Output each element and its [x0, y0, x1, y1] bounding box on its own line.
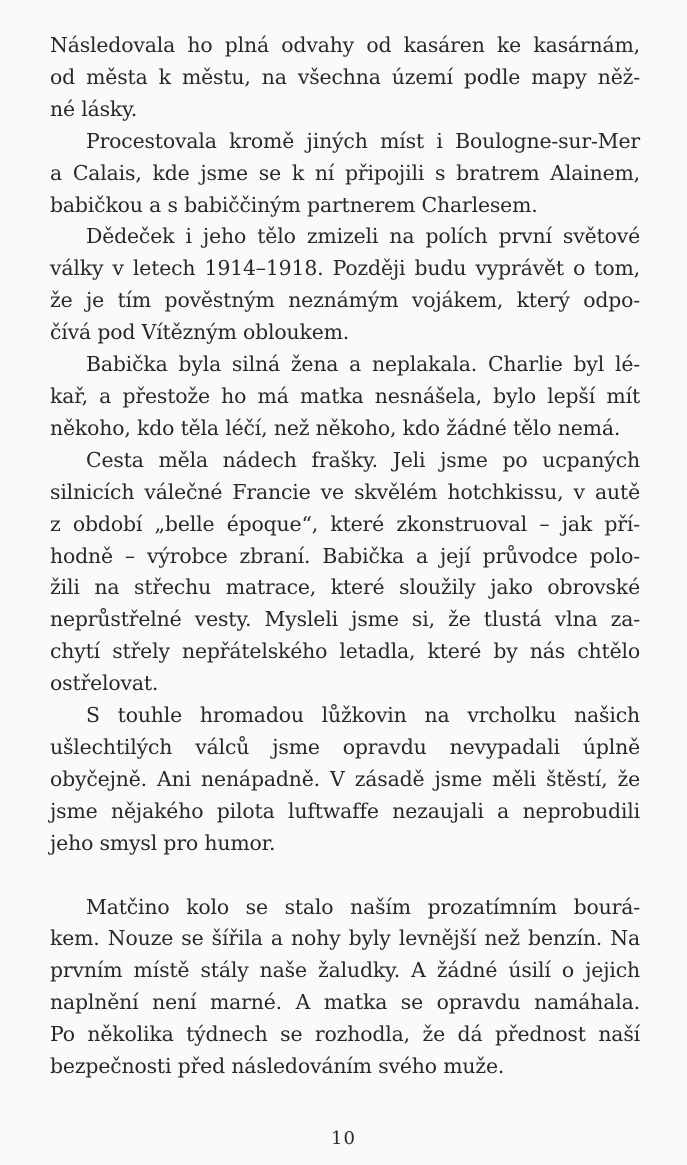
text-line: jeho smysl pro humor.	[50, 830, 276, 855]
text-line: Dědeček i jeho tělo zmizeli na polích první světové	[86, 224, 640, 249]
text-line: chytí střely nepřátelského letadla, které by nás chtělo	[50, 639, 640, 664]
text-line: Matčino kolo se stalo naším prozatímním bourá-	[86, 894, 640, 919]
text-line: naplnění není marné. A matka se opravdu namáhala.	[50, 990, 640, 1015]
text-line: čívá pod Vítězným obloukem.	[50, 320, 350, 345]
text-line: S touhle hromadou lůžkovin na vrcholku našich	[86, 703, 640, 728]
text-line: někoho, kdo těla léčí, než někoho, kdo žádné tělo nemá.	[50, 415, 621, 440]
text-line: Procestovala kromě jiných míst i Boulogne-sur-Mer	[86, 128, 640, 153]
text-line: že je tím pověstným neznámým vojákem, který odpo-	[50, 288, 640, 313]
text-line: hodně – výrobce zbraní. Babička a její průvodce polo-	[50, 543, 640, 568]
text-line: neprůstřelné vesty. Mysleli jsme si, že tlustá vlna za-	[50, 607, 640, 632]
text-line: Po několika týdnech se rozhodla, že dá přednost naší	[50, 1022, 640, 1047]
text-line: obyčejně. Ani nenápadně. V zásadě jsme měli štěstí, že	[50, 766, 640, 791]
text-line: války v letech 1914–1918. Později budu vyprávět o tom,	[50, 256, 640, 281]
paragraph-7	[50, 892, 640, 1083]
paragraph-2	[50, 126, 640, 222]
text-line: silnicích válečné Francie ve skvělém hotchkissu, v autě	[50, 479, 640, 504]
section-break	[50, 860, 640, 892]
text-line: Následovala ho plná odvahy od kasáren ke kasárnám,	[50, 33, 640, 57]
text-line: ostřelovat.	[50, 671, 159, 696]
text-line: jsme nějakého pilota luftwaffe nezaujali a neprobudili	[50, 798, 640, 823]
paragraph-3	[50, 221, 640, 349]
text-line: z období „belle époque“, které zkonstruoval – jak pří-	[50, 511, 640, 536]
paragraph-4	[50, 349, 640, 445]
text-line: Babička byla silná žena a neplakala. Charlie byl lé-	[86, 352, 640, 377]
paragraph-1	[50, 30, 640, 126]
text-line: od města k městu, na všechna území podle mapy něž-	[50, 64, 640, 89]
text-line: kem. Nouze se šířila a nohy byly levnější než benzín. Na	[50, 926, 640, 951]
text-line: kař, a přestože ho má matka nesnášela, bylo lepší mít	[50, 383, 640, 408]
text-line: žili na střechu matrace, které sloužily jako obrovské	[50, 575, 640, 600]
text-line: a Calais, kde jsme se k ní připojili s bratrem Alainem,	[50, 160, 640, 185]
text-line: prvním místě stály naše žaludky. A žádné úsilí o jejich	[50, 958, 640, 983]
page-number: 10	[331, 1128, 356, 1149]
book-page	[50, 30, 640, 1130]
text-line: Cesta měla nádech frašky. Jeli jsme po ucpaných	[86, 447, 640, 472]
text-line: bezpečnosti před následováním svého muže.	[50, 1054, 505, 1079]
paragraph-6	[50, 700, 640, 860]
paragraph-5	[50, 445, 640, 700]
text-line: ušlechtilých válců jsme opravdu nevypadali úplně	[50, 734, 640, 759]
text-line: babičkou a s babiččiným partnerem Charlesem.	[50, 192, 538, 217]
text-line: né lásky.	[50, 96, 138, 121]
